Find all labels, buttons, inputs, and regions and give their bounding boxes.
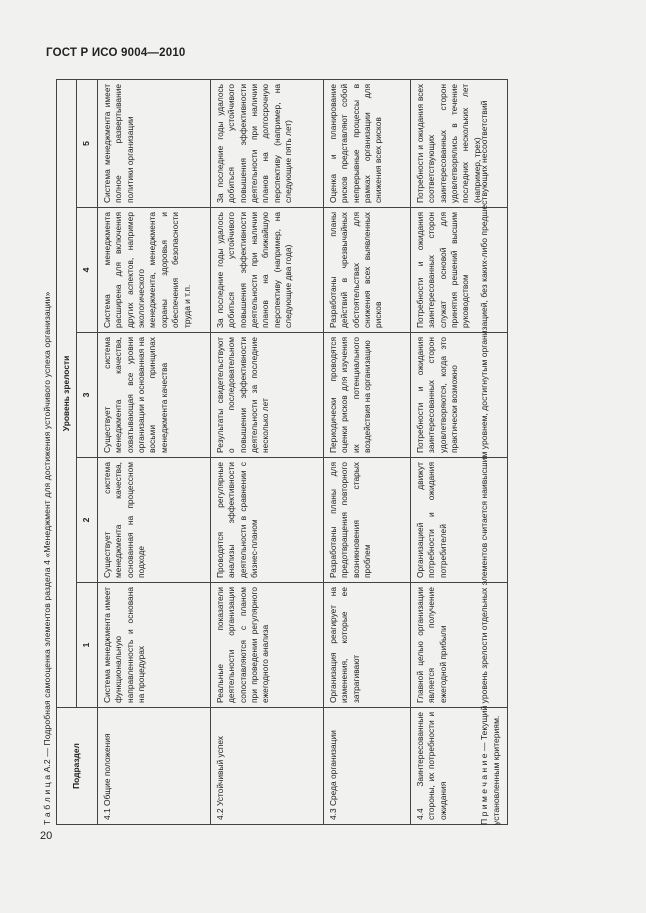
level-4-header: 4 [77, 208, 97, 333]
table-cell: За последние годы удалось добиться устойчивого повышения эффективности деятельности при наличии планов на долгосрочную перспективу (например, на следующие пять лет) [210, 79, 323, 207]
table-cell: Потребности и ожидания заинтересованных сторон удовлетворяются, когда это практически возможно [410, 333, 507, 458]
table-cell: Результаты свидетельствуют о последовательном повышении эффективности деятельности за последние несколько лет [210, 333, 323, 458]
table-header-row-1 [57, 79, 77, 824]
level-3-header: 3 [77, 333, 97, 458]
table-row [97, 79, 210, 824]
level-2-header: 2 [77, 458, 97, 583]
standard-designation: ГОСТ Р ИСО 9004—2010 [46, 47, 186, 59]
table-caption: Т а б л и ц а А.2 — Подробная самооценка элементов раздела 4 «Менеджмент для достижения устойчивого успеха организации» [42, 291, 52, 825]
table-row [323, 79, 410, 824]
table-cell: Реальные показатели деятельности организации сопоставляются с планом при проведении регулярного ежегодного анализа [210, 583, 323, 708]
row-subsection: 4.3 Среда организации [323, 708, 410, 825]
table-cell: Периодически проводятся оценки рисков для изучения их потенциального воздействия на организацию [323, 333, 410, 458]
rotated-table-block [40, 80, 515, 825]
table-cell: Главной целью организации является получение ежегодной прибыли [410, 583, 507, 708]
table-cell: Система менеджмента расширена для включения других аспектов, например экологического менеджмента, менеджмента охраны здоровья и обеспечения безопасности труда и т.п. [97, 208, 210, 333]
row-subsection: 4.2 Устойчивый успех [210, 708, 323, 825]
page-number: 20 [40, 830, 53, 842]
table-cell: Система менеджмента имеет функциональную направленность и основана на процедурах [97, 583, 210, 708]
table-cell: Потребности и ожидания всех соответствующих заинтересованных сторон удовлетворялись в течение последних нескольких лет (например, трех) [410, 79, 507, 207]
table-cell: Организацией движут потребности и ожидания потребителей [410, 458, 507, 583]
table-cell: Проводятся регулярные анализы эффективности деятельности в сравнении с бизнес-планом [210, 458, 323, 583]
table-cell: Организация реагирует на изменения, которые ее затрагивают [323, 583, 410, 708]
table-cell: Потребности и ожидания заинтересованных сторон служат основой для принятия решений высшим руководством [410, 208, 507, 333]
table-cell: Система менеджмента имеет полное развертывание политики организации [97, 79, 210, 207]
level-1-header: 1 [77, 583, 97, 708]
table-note: П р и м е ч а н и е — Текущий уровень зрелости отдельных элементов считается наивысшим уровнем, достигнутым организацией, без каких-либо предшествующих несоответствий установленным критериям. [479, 100, 501, 825]
self-assessment-table [56, 79, 508, 825]
table-cell: Разработаны планы действий в чрезвычайных обстоятельствах для снижения всех выявленных рисков [323, 208, 410, 333]
table-cell: За последние годы удалось добиться устойчивого повышения эффективности деятельности при наличии планов на ближайшую перспективу (например, на следующие два года) [210, 208, 323, 333]
header-maturity-levels: Уровень зрелости [57, 79, 77, 707]
table-cell: Существует система менеджмента качества, охватывающая все уровни организации и основанная на восьми принципах менеджмента качества [97, 333, 210, 458]
header-subsection: Подраздел [57, 708, 98, 825]
row-subsection: 4.1 Общие положения [97, 708, 210, 825]
row-subsection: 4.4 Заинтересованные стороны, их потребности и ожидания [410, 708, 507, 825]
table-row [210, 79, 323, 824]
table-cell: Существует система менеджмента качества, основанная на процессном подходе [97, 458, 210, 583]
table-cell: Оценка и планирование рисков представляют собой непрерывные процессы в рамках организации для снижения всех рисков [323, 79, 410, 207]
level-5-header: 5 [77, 79, 97, 207]
table-cell: Разработаны планы для предотвращения повторного возникновения старых проблем [323, 458, 410, 583]
